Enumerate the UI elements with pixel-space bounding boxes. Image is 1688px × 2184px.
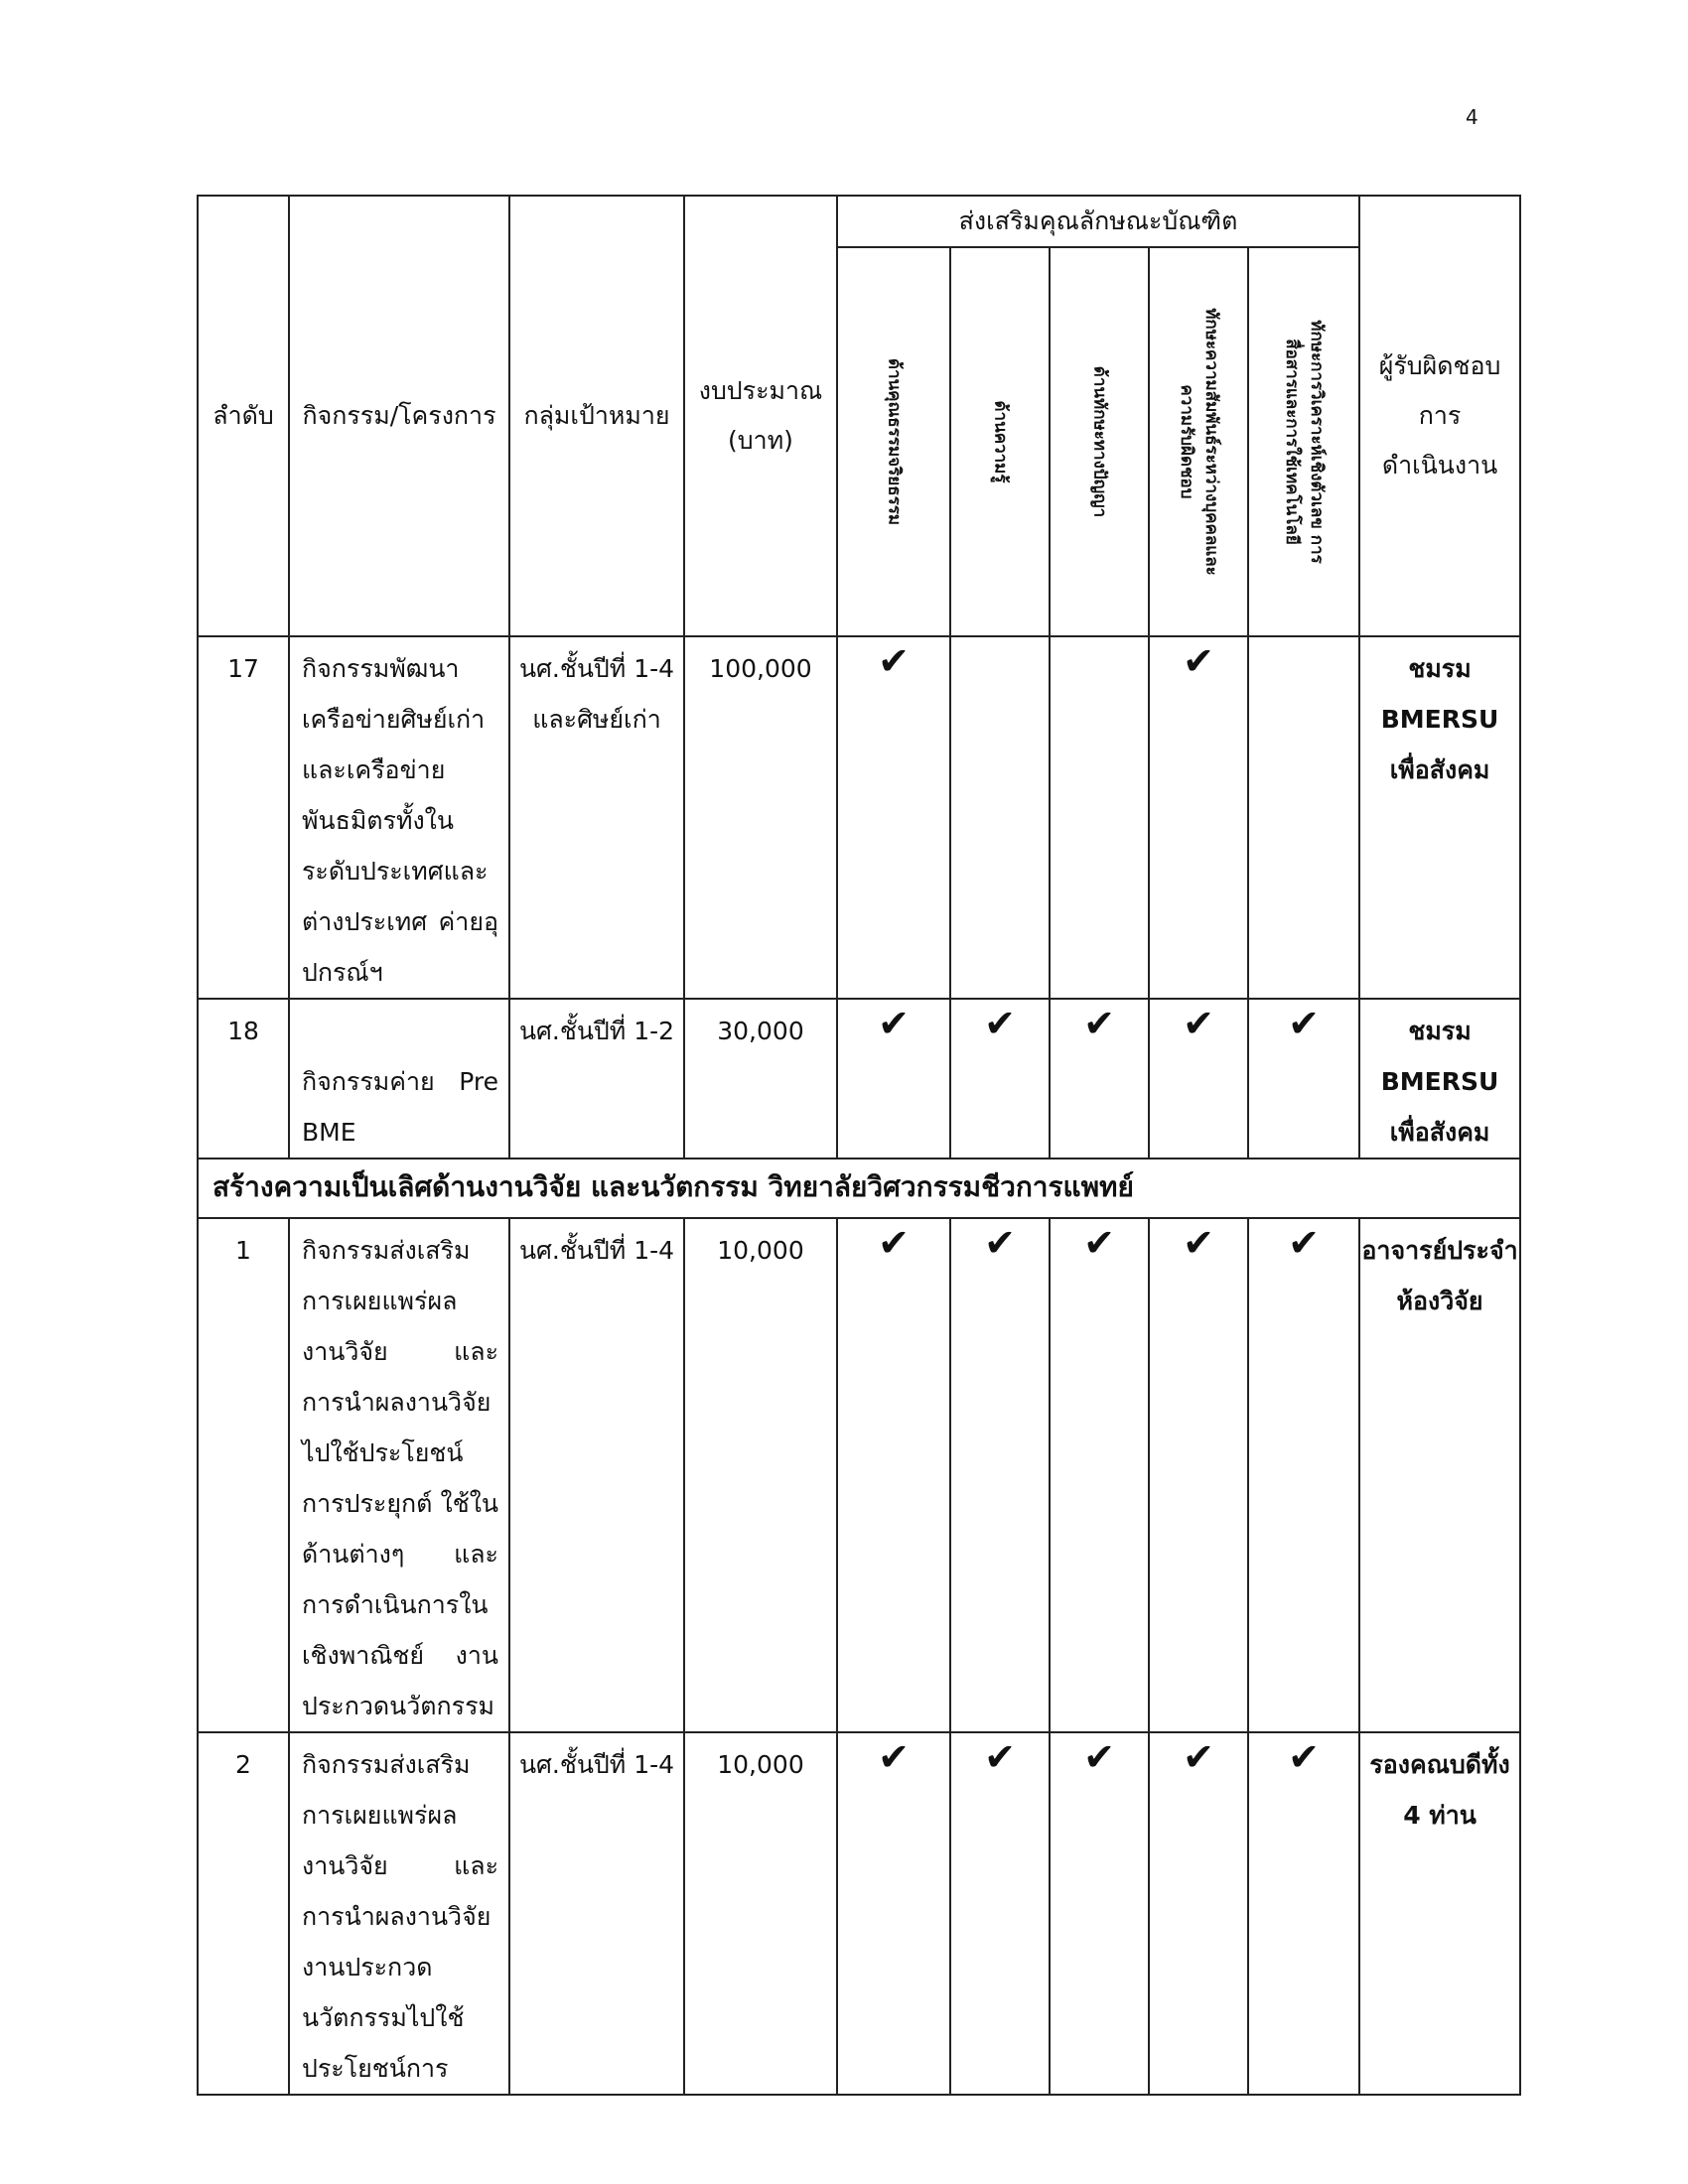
attribute-label: ด้านคุณธรรมจริยธรรม <box>884 357 905 526</box>
header-attribute-interpersonal <box>1149 247 1248 636</box>
check-mark: ✔ <box>950 1218 1050 1732</box>
table-row <box>198 999 1520 1159</box>
table-row <box>198 1218 1520 1732</box>
budget-amount: 10,000 <box>684 1218 837 1732</box>
check-mark: ✔ <box>837 1732 950 2095</box>
check-mark: ✔ <box>837 999 950 1159</box>
attribute-label: ทักษะการวิเคราะห์เชิงตัวเลข การ <box>1307 320 1328 564</box>
row-number: 18 <box>198 999 289 1159</box>
header-budget-label: งบประมาณ <box>698 376 823 405</box>
row-number: 2 <box>198 1732 289 2095</box>
target-group: นศ.ชั้นปีที่ 1-4 <box>509 1732 684 2095</box>
section-row <box>198 1159 1520 1218</box>
budget-amount: 10,000 <box>684 1732 837 2095</box>
check-mark: ✔ <box>1248 999 1359 1159</box>
responsible-party: อาจารย์ประจำห้องวิจัย <box>1359 1218 1520 1732</box>
check-mark: ✔ <box>1149 1218 1248 1732</box>
check-mark: ✔ <box>1050 1218 1149 1732</box>
activity-name: กิจกรรมพัฒนาเครือข่ายศิษย์เก่าและเครือข่ายพันธมิตรทั้งในระดับประเทศและต่างประเทศ ค่ายอุปกรณ์ฯ <box>289 636 509 999</box>
attribute-label: ทักษะความสัมพันธ์ระหว่างบุคคลและ <box>1201 308 1221 576</box>
header-promotion: ส่งเสริมคุณลักษณะบัณฑิต <box>837 196 1359 247</box>
check-mark: ✔ <box>950 999 1050 1159</box>
attribute-label: สื่อสารและการใช้เทคโนโลยี <box>1282 339 1303 545</box>
check-mark: ✔ <box>1050 999 1149 1159</box>
activity-name: กิจกรรมค่าย Pre BME <box>289 999 509 1159</box>
activity-name: กิจกรรมส่งเสริมการเผยแพร่ผลงานวิจัย และการนำผลงานวิจัยงานประกวดนวัตกรรมไปใช้ประโยชน์การ <box>289 1732 509 2095</box>
header-responsible-line: การ <box>1418 401 1462 430</box>
check-mark <box>950 636 1050 999</box>
header-attribute-cognitive <box>1050 247 1149 636</box>
row-number: 17 <box>198 636 289 999</box>
responsible-party: รองคณบดีทั้ง 4 ท่าน <box>1359 1732 1520 2095</box>
attribute-label: ด้านความรู้ <box>990 400 1011 483</box>
table-row <box>198 1732 1520 2095</box>
header-activity: กิจกรรม/โครงการ <box>289 196 509 636</box>
check-mark: ✔ <box>837 1218 950 1732</box>
check-mark: ✔ <box>1149 636 1248 999</box>
header-budget <box>684 196 837 636</box>
responsible-party: ชมรม BMERSU เพื่อสังคม <box>1359 999 1520 1159</box>
header-budget-unit: (บาท) <box>728 426 793 455</box>
target-group: นศ.ชั้นปีที่ 1-2 <box>509 999 684 1159</box>
check-mark: ✔ <box>1248 1218 1359 1732</box>
check-mark: ✔ <box>950 1732 1050 2095</box>
budget-amount: 100,000 <box>684 636 837 999</box>
header-attribute-numerical-communication <box>1248 247 1359 636</box>
check-mark <box>1248 636 1359 999</box>
row-number: 1 <box>198 1218 289 1732</box>
check-mark: ✔ <box>1248 1732 1359 2095</box>
check-mark: ✔ <box>1149 999 1248 1159</box>
header-responsible <box>1359 196 1520 636</box>
activity-name: กิจกรรมส่งเสริมการเผยแพร่ผลงานวิจัย และการนำผลงานวิจัยไปใช้ประโยชน์การประยุกต์ ใช้ในด้านต่างๆ และการดำเนินการในเชิงพาณิชย์ งานประกวดนวัตกรรม <box>289 1218 509 1732</box>
attribute-label: ด้านทักษะทางปัญญา <box>1089 365 1110 518</box>
table-row <box>198 636 1520 999</box>
section-title: สร้างความเป็นเลิศด้านงานวิจัย และนวัตกรรม วิทยาลัยวิศวกรรมชีวการแพทย์ <box>198 1159 1520 1218</box>
header-attribute-knowledge <box>950 247 1050 636</box>
page-number: 4 <box>1466 105 1478 129</box>
header-attribute-ethics <box>837 247 950 636</box>
activity-plan-table <box>197 195 1521 2096</box>
header-responsible-line: ดำเนินงาน <box>1381 451 1498 479</box>
check-mark: ✔ <box>1050 1732 1149 2095</box>
header-target: กลุ่มเป้าหมาย <box>509 196 684 636</box>
check-mark: ✔ <box>837 636 950 999</box>
check-mark <box>1050 636 1149 999</box>
responsible-party: ชมรม BMERSU เพื่อสังคม <box>1359 636 1520 999</box>
header-no: ลำดับ <box>198 196 289 636</box>
header-responsible-line: ผู้รับผิดชอบ <box>1378 351 1501 380</box>
target-group: นศ.ชั้นปีที่ 1-4 <box>509 1218 684 1732</box>
check-mark: ✔ <box>1149 1732 1248 2095</box>
budget-amount: 30,000 <box>684 999 837 1159</box>
attribute-label: ความรับผิดชอบ <box>1177 384 1196 499</box>
target-group: นศ.ชั้นปีที่ 1-4 และศิษย์เก่า <box>509 636 684 999</box>
